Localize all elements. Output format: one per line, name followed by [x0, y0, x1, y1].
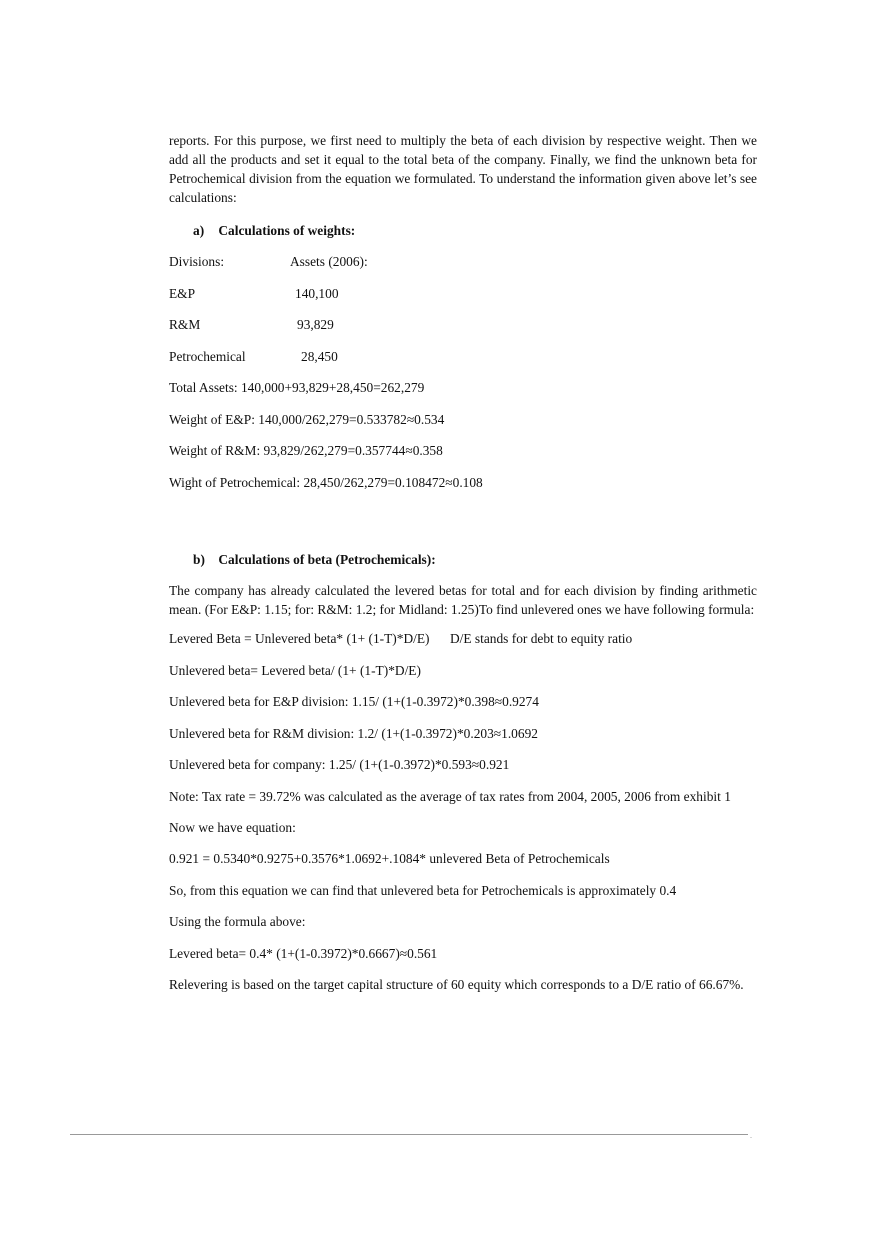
section-b-heading — [193, 550, 757, 569]
intro-paragraph: reports. For this purpose, we first need to multiply the beta of each division by respective weight. Then we add all the products and set it equal to the total beta of the company. Finally, we find the unknown beta for Petrochemical division from the equation we formulated. To understand the information given above let’s see calculations: — [169, 133, 757, 205]
assets-row — [169, 284, 757, 303]
relevering-paragraph: Relevering is based on the target capital structure of 60 equity which corresponds to a D/E ratio of 66.67%. — [169, 977, 744, 992]
assets-header-row — [169, 252, 757, 271]
total-assets-line: Total Assets: 140,000+93,829+28,450=262,279 — [169, 380, 425, 395]
levered-beta-result: Levered beta= 0.4* (1+(1-0.3972)*0.6667)≈0.561 — [169, 945, 438, 961]
assets-row — [169, 347, 757, 366]
levered-betas-paragraph: The company has already calculated the levered betas for total and for each division by finding arithmetic mean. (For E&P: 1.15; for: R&M: 1.2; for Midland: 1.25)To find unlevered ones we have following formula: — [169, 583, 757, 617]
equation-line: 0.921 = 0.5340*0.9275+0.3576*1.0692+.1084* unlevered Beta of Petrochemicals — [169, 851, 610, 866]
result-line: So, from this equation we can find that unlevered beta for Petrochemicals is approximately 0.4 — [169, 882, 677, 898]
section-a-label: a) — [193, 223, 205, 238]
footer-rule — [70, 1134, 748, 1135]
using-formula-line: Using the formula above: — [169, 914, 306, 929]
division-name: R&M — [169, 317, 201, 332]
assets-row — [169, 315, 757, 334]
equation-intro: Now we have equation: — [169, 819, 296, 835]
unlevered-ep-line: Unlevered beta for E&P division: 1.15/ (1+(1-0.3972)*0.398≈0.9274 — [169, 694, 539, 709]
section-b-label: b) — [193, 552, 205, 567]
col-assets-header: Assets (2006): — [290, 254, 368, 269]
division-assets: 28,450 — [301, 348, 338, 364]
levered-beta-formula — [169, 629, 757, 648]
formula-note: D/E stands for debt to equity ratio — [450, 631, 633, 646]
weight-ep-line: Weight of E&P: 140,000/262,279=0.533782≈0.534 — [169, 411, 445, 427]
unlevered-rm-line: Unlevered beta for R&M division: 1.2/ (1+(1-0.3972)*0.203≈1.0692 — [169, 725, 538, 741]
division-name: E&P — [169, 285, 196, 301]
unlevered-beta-formula: Unlevered beta= Levered beta/ (1+ (1-T)*D/E) — [169, 662, 421, 678]
division-name: Petrochemical — [169, 348, 246, 364]
unlevered-company-line: Unlevered beta for company: 1.25/ (1+(1-0.3972)*0.593≈0.921 — [169, 757, 510, 772]
weight-rm-line: Weight of R&M: 93,829/262,279=0.357744≈0.358 — [169, 443, 443, 458]
col-divisions-header: Divisions: — [169, 254, 225, 269]
assets-table — [169, 252, 757, 366]
weight-pc-line: Wight of Petrochemical: 28,450/262,279=0.108472≈0.108 — [169, 474, 483, 490]
tax-note: Note: Tax rate = 39.72% was calculated as the average of tax rates from 2004, 2005, 2006 from exhibit 1 — [169, 788, 731, 804]
division-assets: 93,829 — [297, 317, 334, 332]
formula-text: Levered Beta = Unlevered beta* (1+ (1-T)*D/E) — [169, 631, 430, 646]
document-body — [169, 131, 757, 994]
section-a-title: Calculations of weights: — [218, 223, 356, 238]
section-b-title: Calculations of beta (Petrochemicals): — [218, 552, 436, 567]
division-assets: 140,100 — [295, 285, 339, 301]
spacer — [169, 504, 757, 536]
section-a-heading — [193, 221, 757, 240]
footer-mark: . — [750, 1131, 752, 1140]
